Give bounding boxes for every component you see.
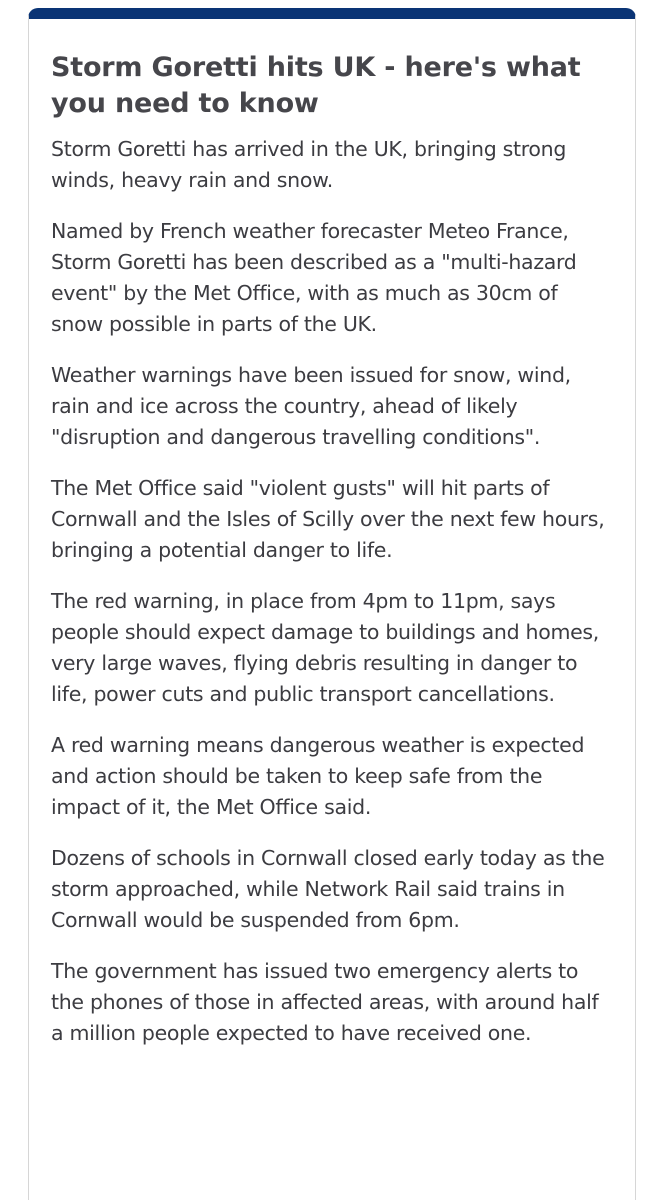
article-paragraph-1: Storm Goretti has arrived in the UK, bringing strong winds, heavy rain and snow. [51, 137, 567, 192]
article-paragraph-2: Named by French weather forecaster Meteo France, Storm Goretti has been described as a "multi-hazard event" by the Met Office, with as much as 30cm of snow possible in parts of the UK. [51, 219, 577, 336]
article-paragraph-7: Dozens of schools in Cornwall closed early today as the storm approached, while Network Rail said trains in Cornwall would be suspended from 6pm. [51, 846, 605, 932]
article-paragraph-8: The government has issued two emergency alerts to the phones of those in affected areas, with around half a million people expected to have received one. [51, 959, 599, 1045]
article-paragraph-5: The red warning, in place from 4pm to 11pm, says people should expect damage to buildings and homes, very large waves, flying debris resulting in danger to life, power cuts and public transport cancellations. [51, 589, 600, 706]
article-headline: Storm Goretti hits UK - here's what you need to know [51, 52, 581, 119]
article-paragraph-4: The Met Office said "violent gusts" will hit parts of Cornwall and the Isles of Scilly over the next few hours, bringing a potential danger to life. [51, 476, 605, 562]
article-content [29, 19, 635, 1049]
article-paragraph-6: A red warning means dangerous weather is expected and action should be taken to keep safe from the impact of it, the Met Office said. [51, 733, 585, 819]
article-paragraph-3: Weather warnings have been issued for snow, wind, rain and ice across the country, ahead of likely "disruption and dangerous travelling conditions". [51, 363, 571, 449]
article-card [28, 8, 636, 1200]
